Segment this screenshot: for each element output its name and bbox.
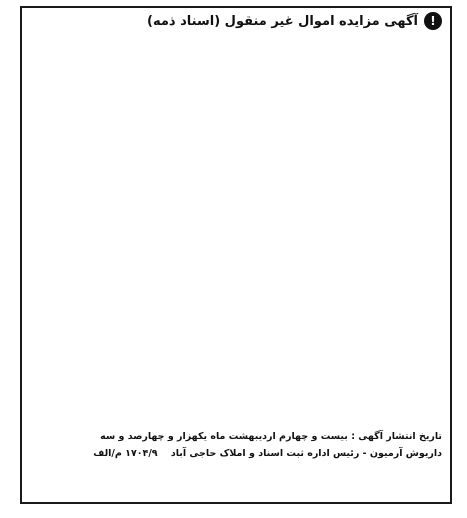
publish-date-value: بیست و چهارم اردیبهشت ماه یکهزار و چهارصد و سه: [100, 431, 348, 442]
publish-date-line: [30, 428, 442, 445]
notice-header: [30, 12, 442, 30]
notice-footer: [30, 428, 442, 462]
notice-body: [30, 34, 442, 428]
notice-title: آگهی مزایده اموال غیر منقول (اسناد ذمه): [147, 13, 418, 29]
signature: داریوش آرمیون - رئیس اداره ثبت اسناد و املاک حاجی آباد: [170, 448, 442, 459]
signature-line: [30, 445, 442, 462]
notice-frame: [20, 6, 452, 504]
publish-date-label: تاریخ انتشار آگهی :: [351, 431, 442, 442]
info-icon: !: [424, 12, 442, 30]
notice-code: ۱۷۰۴/۹ م/الف: [93, 448, 158, 459]
